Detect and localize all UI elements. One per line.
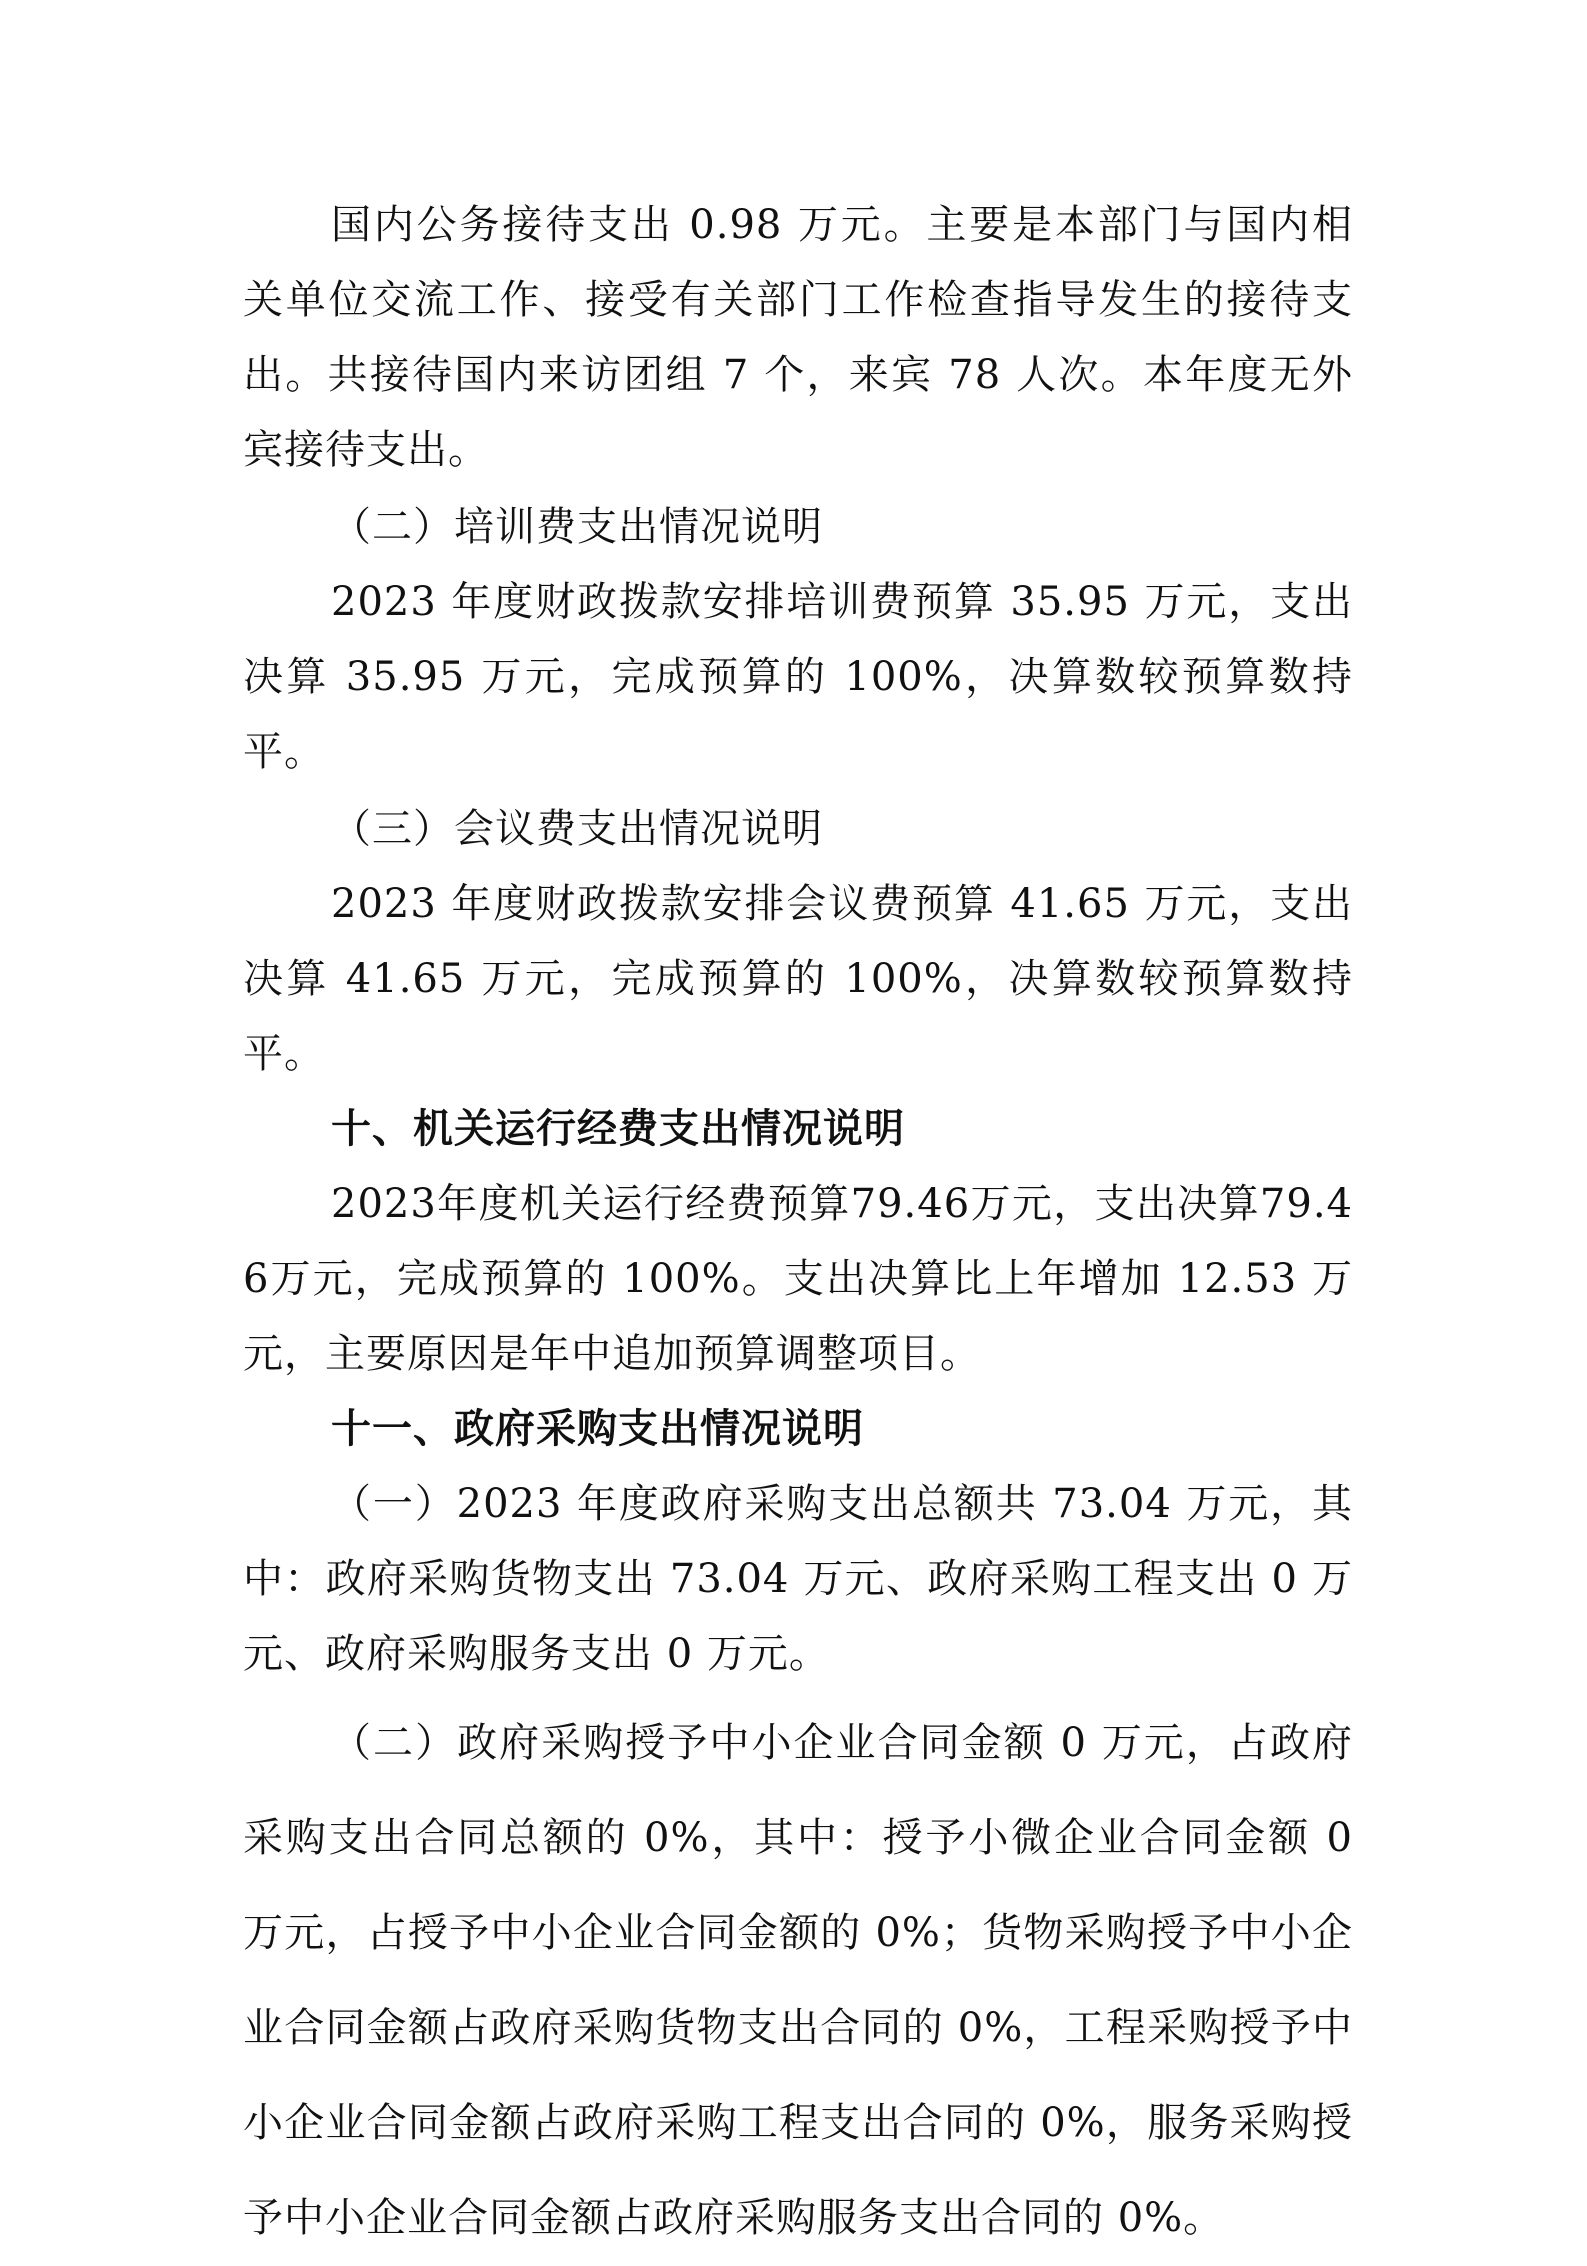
paragraph-procurement-total: （一）2023 年度政府采购支出总额共 73.04 万元，其中：政府采购货物支出 73.04 万元、政府采购工程支出 0 万元、政府采购服务支出 0 万元。 xyxy=(243,1481,1353,1677)
paragraph-training-fee: 2023 年度财政拨款安排培训费预算 35.95 万元，支出决算 35.95 万元，完成预算的 100%，决算数较预算数持平。 xyxy=(243,579,1353,775)
section-heading-government-procurement: 十一、政府采购支出情况说明 xyxy=(331,1406,864,1452)
document-body xyxy=(243,188,1353,2266)
paragraph-procurement-sme: （二）政府采购授予中小企业合同金额 0 万元，占政府采购支出合同总额的 0%，其中：授予小微企业合同金额 0 万元，占授予中小企业合同金额的 0%；货物采购授予中小企业合同金额占政府采购货物支出合同的 0%，工程采购授予中小企业合同金额占政府采购工程支出合同的 0%，服务采购授予中小企业合同金额占政府采购服务支出合同的 0%。 xyxy=(243,1720,1353,2241)
heading-meeting-fee: （三）会议费支出情况说明 xyxy=(331,806,823,852)
paragraph-operating-expenses: 2023年度机关运行经费预算79.46万元，支出决算79.46万元，完成预算的 100%。支出决算比上年增加 12.53 万元，主要原因是年中追加预算调整项目。 xyxy=(243,1181,1353,1377)
paragraph-reception: 国内公务接待支出 0.98 万元。主要是本部门与国内相关单位交流工作、接受有关部门工作检查指导发生的接待支出。共接待国内来访团组 7 个，来宾 78 人次。本年度无外宾接待支出。 xyxy=(243,202,1353,473)
section-heading-operating-expenses: 十、机关运行经费支出情况说明 xyxy=(331,1106,905,1152)
heading-training-fee: （二）培训费支出情况说明 xyxy=(331,504,823,550)
paragraph-meeting-fee: 2023 年度财政拨款安排会议费预算 41.65 万元，支出决算 41.65 万元，完成预算的 100%，决算数较预算数持平。 xyxy=(243,881,1353,1077)
